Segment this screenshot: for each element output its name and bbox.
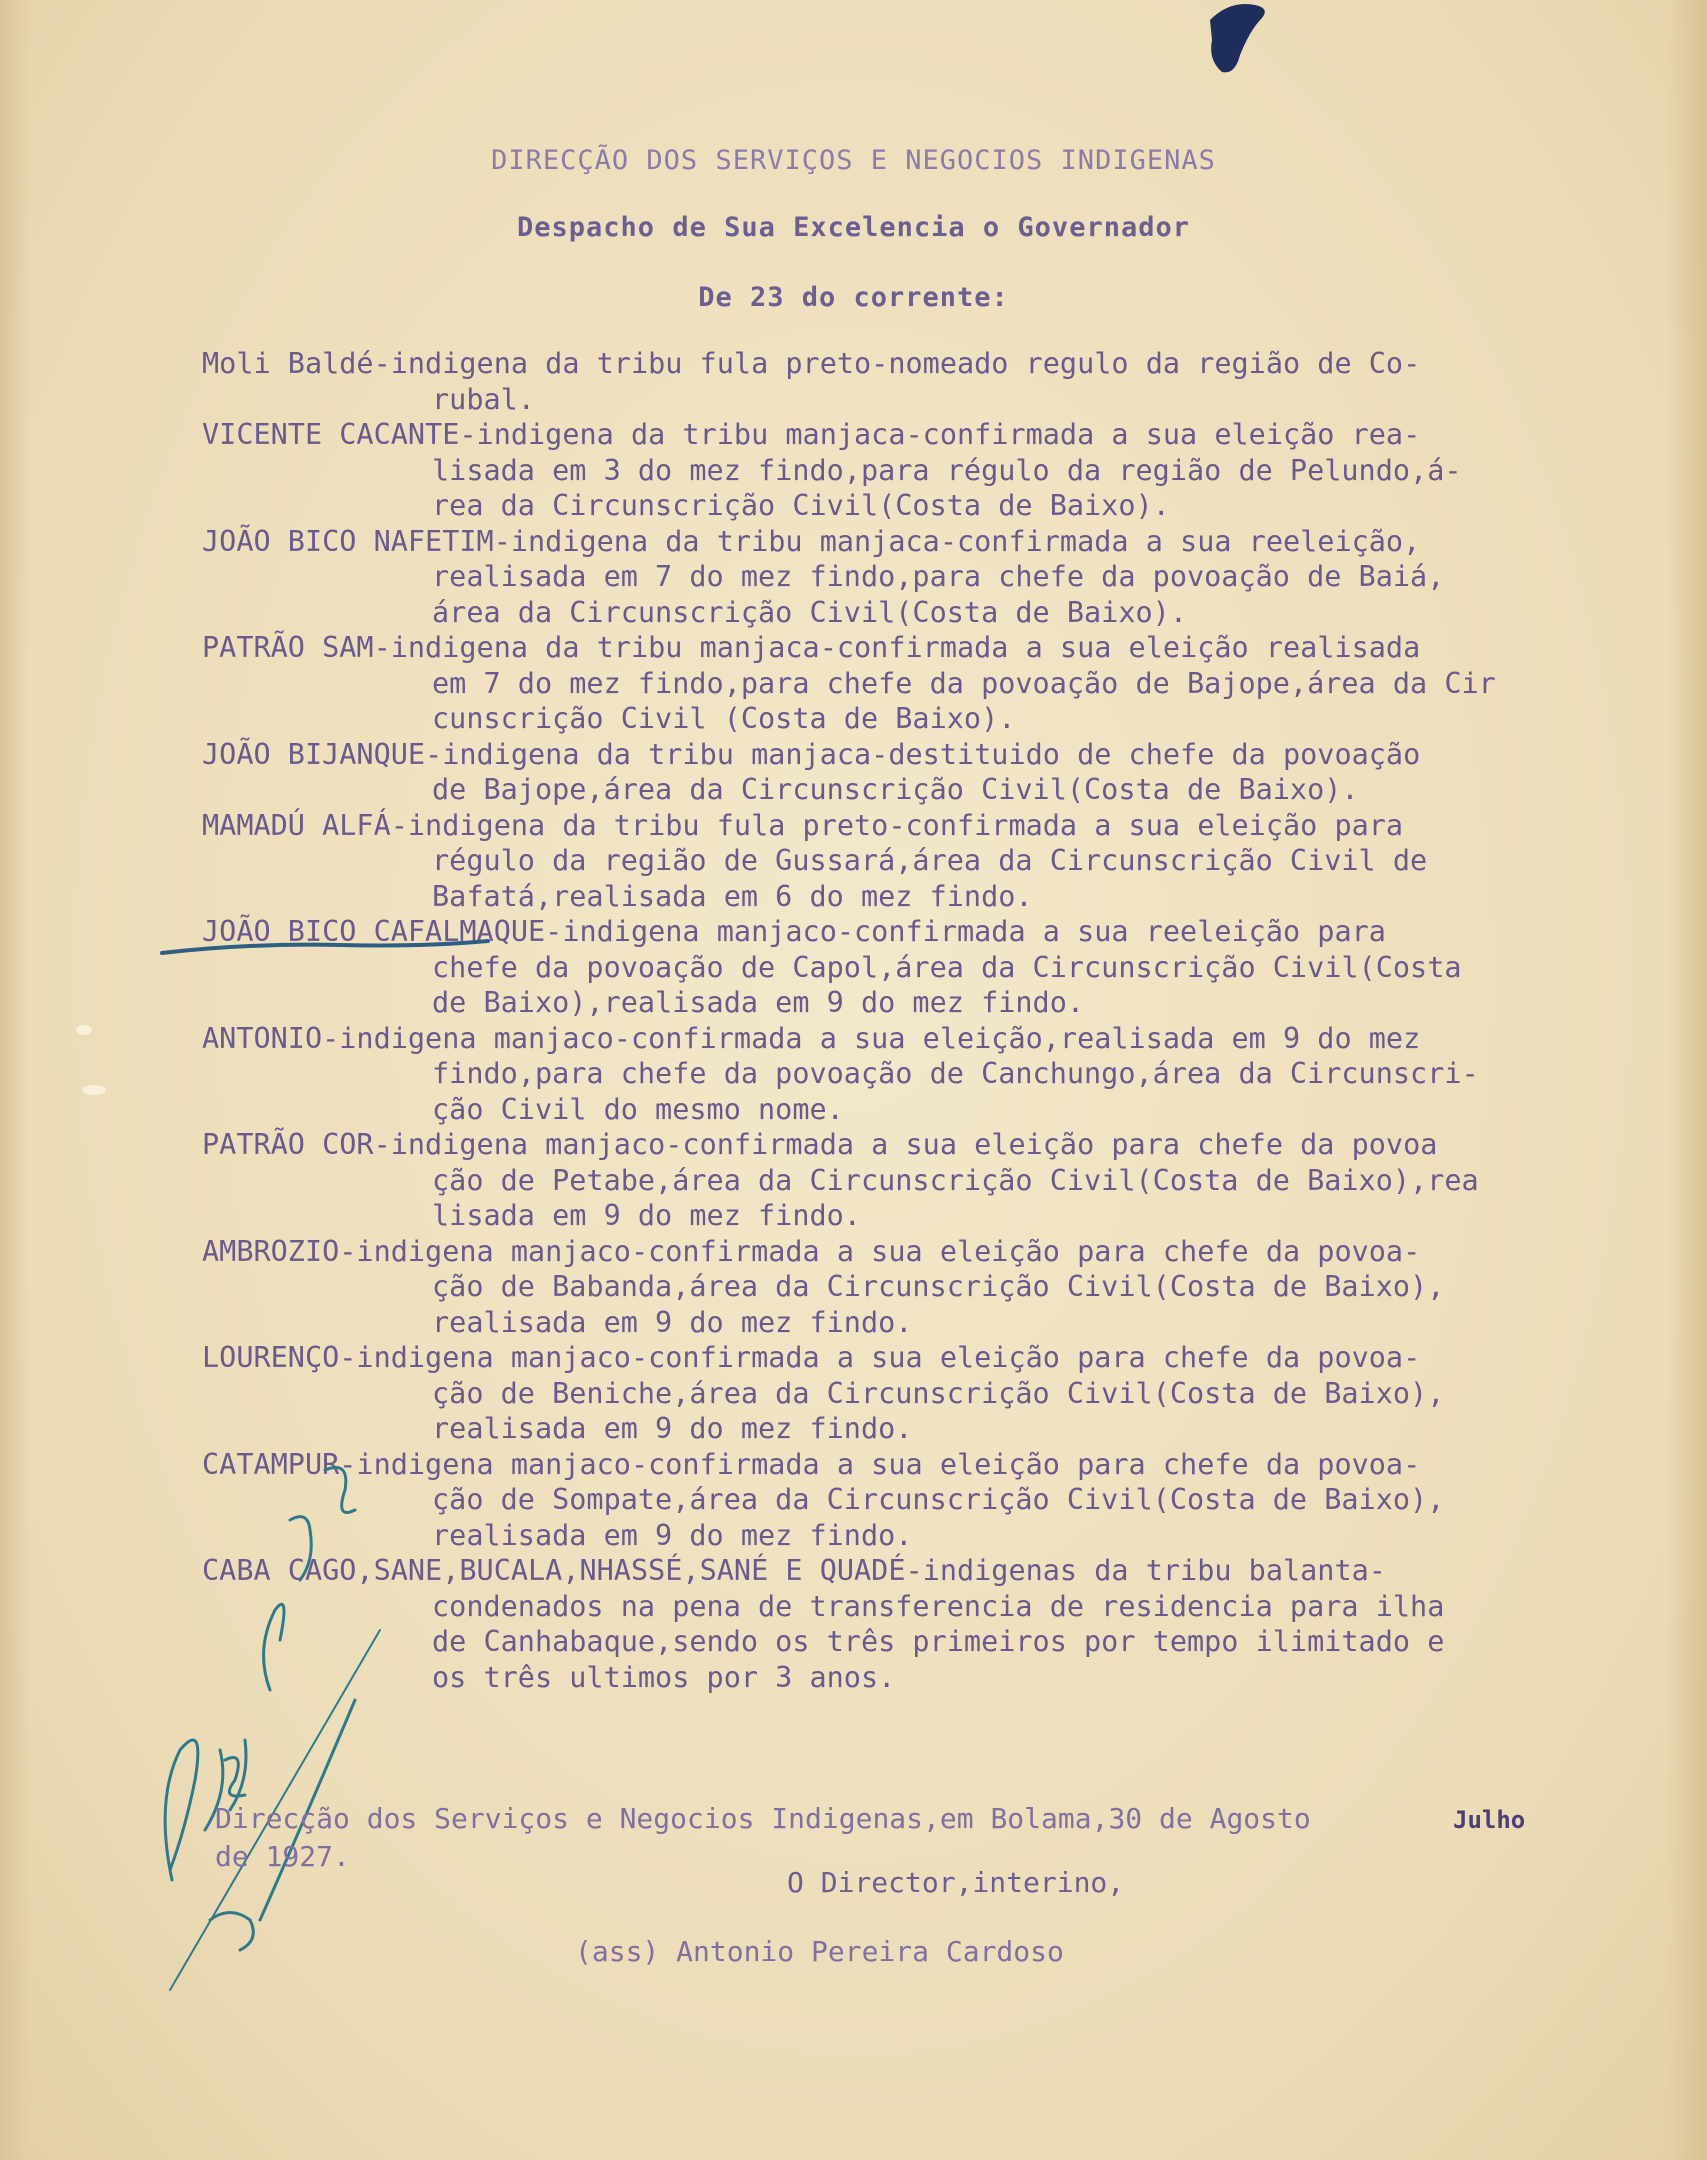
closing-block <box>215 1800 1635 1876</box>
entry-heading-line: AMBROZIO-indigena manjaco-confirmada a sua eleição para chefe da povoa- <box>202 1234 1421 1268</box>
entry-5 <box>202 737 1672 808</box>
entry-heading-line: JOÃO BIJANQUE-indigena da tribu manjaca-destituido de chefe da povoação <box>202 737 1421 771</box>
entry-continuation-line: realisada em 7 do mez findo,para chefe da povoação de Baiá, <box>432 560 1445 593</box>
pen-underline <box>160 935 490 965</box>
entry-heading-line: JOÃO BICO CAFALMAQUE-indigena manjaco-confirmada a sua reeleição para <box>202 915 1386 948</box>
despatch-date: De 23 do corrente: <box>698 282 1009 313</box>
entry-continuation-line: de Bajope,área da Circunscrição Civil(Costa de Baixo). <box>432 773 1359 806</box>
department-title: DIRECÇÃO DOS SERVIÇOS E NEGOCIOS INDIGENAS <box>491 145 1216 176</box>
entry-continuation-line: em 7 do mez findo,para chefe da povoação de Bajope,área da Cir <box>432 666 1496 700</box>
entry-continuation-line: de Canhabaque,sendo os três primeiros por tempo ilimitado e <box>432 1625 1445 1658</box>
director-title: O Director,interino, <box>787 1866 1125 1899</box>
entry-6 <box>202 808 1672 915</box>
entry-7 <box>202 914 1672 1021</box>
entry-continuation-line: findo,para chefe da povoação de Canchungo,área da Circunscri- <box>432 1057 1479 1090</box>
entry-heading-line: ANTONIO-indigena manjaco-confirmada a sua eleição,realisada em 9 do mez <box>202 1021 1421 1055</box>
entry-continuation-line: área da Circunscrição Civil(Costa de Baixo). <box>432 595 1187 629</box>
punch-holes <box>70 1010 110 1124</box>
entry-heading-line: CABA CAGO,SANE,BUCALA,NHASSÉ,SANÉ E QUADÉ-indigenas da tribu balanta- <box>202 1554 1386 1587</box>
despatch-title: Despacho de Sua Excelencia o Governador <box>517 212 1190 243</box>
entry-heading-line: Moli Baldé-indigena da tribu fula preto-nomeado regulo da região de Co- <box>202 347 1421 380</box>
handwritten-annotation <box>150 1450 390 2010</box>
entry-continuation-line: ção de Babanda,área da Circunscrição Civil(Costa de Baixo), <box>432 1270 1445 1303</box>
entry-2 <box>202 417 1672 524</box>
entry-continuation-line: realisada em 9 do mez findo. <box>432 1412 913 1445</box>
entries-list <box>202 346 1672 1695</box>
entry-heading-line: MAMADÚ ALFÁ-indigena da tribu fula preto-confirmada a sua eleição para <box>202 808 1404 842</box>
entry-continuation-line: chefe da povoação de Capol,área da Circunscrição Civil(Costa <box>432 950 1462 984</box>
entry-continuation-line: rubal. <box>432 382 535 416</box>
typed-overwrite: Julho <box>1453 1806 1526 1834</box>
paper-edge-right <box>1667 0 1707 2160</box>
closing-year: de 1927. <box>215 1840 350 1873</box>
entry-continuation-line: os três ultimos por 3 anos. <box>432 1660 896 1694</box>
entry-heading-line: CATAMPUR-indigena manjaco-confirmada a sua eleição para chefe da povoa- <box>202 1447 1421 1481</box>
entry-continuation-line: cunscrição Civil (Costa de Baixo). <box>432 702 1016 735</box>
entry-heading-line: JOÃO BICO NAFETIM-indigena da tribu manjaca-confirmada a sua reeleição, <box>202 524 1421 558</box>
entry-4 <box>202 630 1672 737</box>
entry-continuation-line: régulo da região de Gussará,área da Circunscrição Civil de <box>432 844 1428 877</box>
entry-heading-line: PATRÃO SAM-indigena da tribu manjaca-confirmada a sua eleição realisada <box>202 631 1421 664</box>
entry-continuation-line: realisada em 9 do mez findo. <box>432 1518 913 1552</box>
entry-continuation-line: Bafatá,realisada em 6 do mez findo. <box>432 879 1033 913</box>
signature-line: (ass) Antonio Pereira Cardoso <box>575 1935 1064 1968</box>
entry-9 <box>202 1127 1672 1234</box>
entry-1 <box>202 346 1672 417</box>
entry-continuation-line: condenados na pena de transferencia de residencia para ilha <box>432 1589 1445 1623</box>
entry-heading-line: PATRÃO COR-indigena manjaco-confirmada a sua eleição para chefe da povoa <box>202 1128 1438 1161</box>
entry-3 <box>202 524 1672 631</box>
entry-continuation-line: lisada em 9 do mez findo. <box>432 1199 861 1232</box>
entry-heading-line: LOURENÇO-indigena manjaco-confirmada a sua eleição para chefe da povoa- <box>202 1341 1421 1374</box>
entry-continuation-line: rea da Circunscrição Civil(Costa de Baixo). <box>432 489 1170 522</box>
ink-blot <box>1200 0 1280 80</box>
entry-heading-line: VICENTE CACANTE-indigena da tribu manjaca-confirmada a sua eleição rea- <box>202 418 1421 451</box>
entry-continuation-line: lisada em 3 do mez findo,para régulo da região de Pelundo,á- <box>432 453 1462 487</box>
closing-line: Direcção dos Serviços e Negocios Indigenas,em Bolama,30 de Agosto <box>215 1802 1311 1835</box>
entry-continuation-line: de Baixo),realisada em 9 do mez findo. <box>432 986 1085 1019</box>
entry-continuation-line: ção de Sompate,área da Circunscrição Civil(Costa de Baixo), <box>432 1483 1445 1516</box>
entry-12 <box>202 1447 1672 1554</box>
entry-continuation-line: realisada em 9 do mez findo. <box>432 1305 913 1339</box>
entry-13 <box>202 1553 1672 1695</box>
entry-continuation-line: ção Civil do mesmo nome. <box>432 1092 844 1126</box>
paper-edge-left <box>0 0 30 2160</box>
entry-continuation-line: ção de Petabe,área da Circunscrição Civil(Costa de Baixo),rea <box>432 1163 1479 1197</box>
entry-8 <box>202 1021 1672 1128</box>
entry-10 <box>202 1234 1672 1341</box>
entry-continuation-line: ção de Beniche,área da Circunscrição Civil(Costa de Baixo), <box>432 1376 1445 1410</box>
entry-11 <box>202 1340 1672 1447</box>
